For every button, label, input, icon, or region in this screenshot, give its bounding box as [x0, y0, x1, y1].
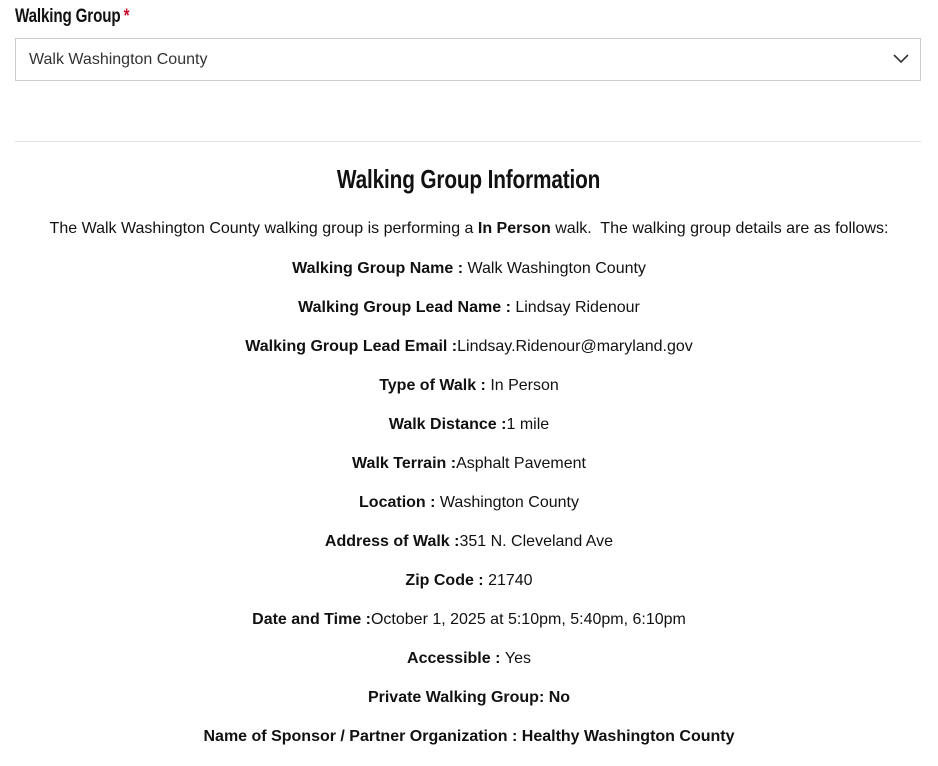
detail-row — [0, 415, 938, 454]
intro-post: walk. The walking group details are as follows: — [550, 220, 889, 237]
detail-value: Washington County — [439, 494, 579, 511]
detail-row — [0, 376, 938, 415]
detail-value: Lindsay Ridenour — [515, 299, 640, 316]
intro-text — [0, 220, 938, 238]
detail-row — [0, 649, 938, 688]
detail-row — [0, 298, 938, 337]
detail-value: Lindsay.Ridenour@maryland.gov — [457, 338, 693, 355]
detail-value: Walk Washington County — [467, 260, 646, 277]
required-mark: * — [123, 6, 130, 27]
detail-row — [0, 532, 938, 571]
intro-pre: The Walk Washington County walking group is performing a — [49, 220, 478, 237]
detail-value: Yes — [504, 650, 531, 667]
detail-row — [0, 727, 938, 766]
detail-label: Walk Distance : — [388, 416, 507, 433]
detail-row — [0, 337, 938, 376]
detail-label: Type of Walk : — [379, 377, 491, 394]
detail-row — [0, 571, 938, 610]
detail-value: October 1, 2025 at 5:10pm, 5:40pm, 6:10pm — [370, 611, 686, 628]
detail-value: In Person — [490, 377, 559, 394]
chevron-down-icon — [893, 52, 909, 64]
detail-label: Address of Walk : — [324, 533, 460, 550]
detail-row — [0, 454, 938, 493]
detail-label: Walk Terrain : — [352, 455, 457, 472]
detail-row — [0, 493, 938, 532]
detail-label: Date and Time : — [252, 611, 371, 628]
detail-label: Accessible : — [407, 650, 505, 667]
detail-value: Asphalt Pavement — [456, 455, 586, 472]
walking-group-label — [15, 6, 129, 28]
detail-row — [0, 688, 938, 727]
detail-label: Location : — [359, 494, 440, 511]
detail-label: Walking Group Lead Email : — [245, 338, 458, 355]
divider — [15, 141, 921, 142]
detail-value: 1 mile — [506, 416, 550, 433]
detail-row — [0, 610, 938, 649]
detail-label: Walking Group Lead Name : — [298, 299, 516, 316]
detail-label: Zip Code : — [405, 572, 489, 589]
label-text: Walking Group — [15, 6, 121, 27]
detail-label: Private Walking Group: No — [367, 689, 571, 706]
selected-value: Walk Washington County — [29, 50, 208, 68]
heading-text: Walking Group Information — [337, 164, 601, 194]
details-list — [0, 259, 938, 766]
detail-label: Walking Group Name : — [292, 260, 468, 277]
intro-walk-type: In Person — [477, 220, 551, 237]
detail-row — [0, 259, 938, 298]
detail-label: Name of Sponsor / Partner Organization : Healthy Washington County — [203, 728, 735, 745]
detail-value: 21740 — [488, 572, 533, 589]
detail-value: 351 N. Cleveland Ave — [459, 533, 614, 550]
section-heading — [0, 164, 938, 195]
walking-group-select[interactable] — [15, 38, 921, 81]
